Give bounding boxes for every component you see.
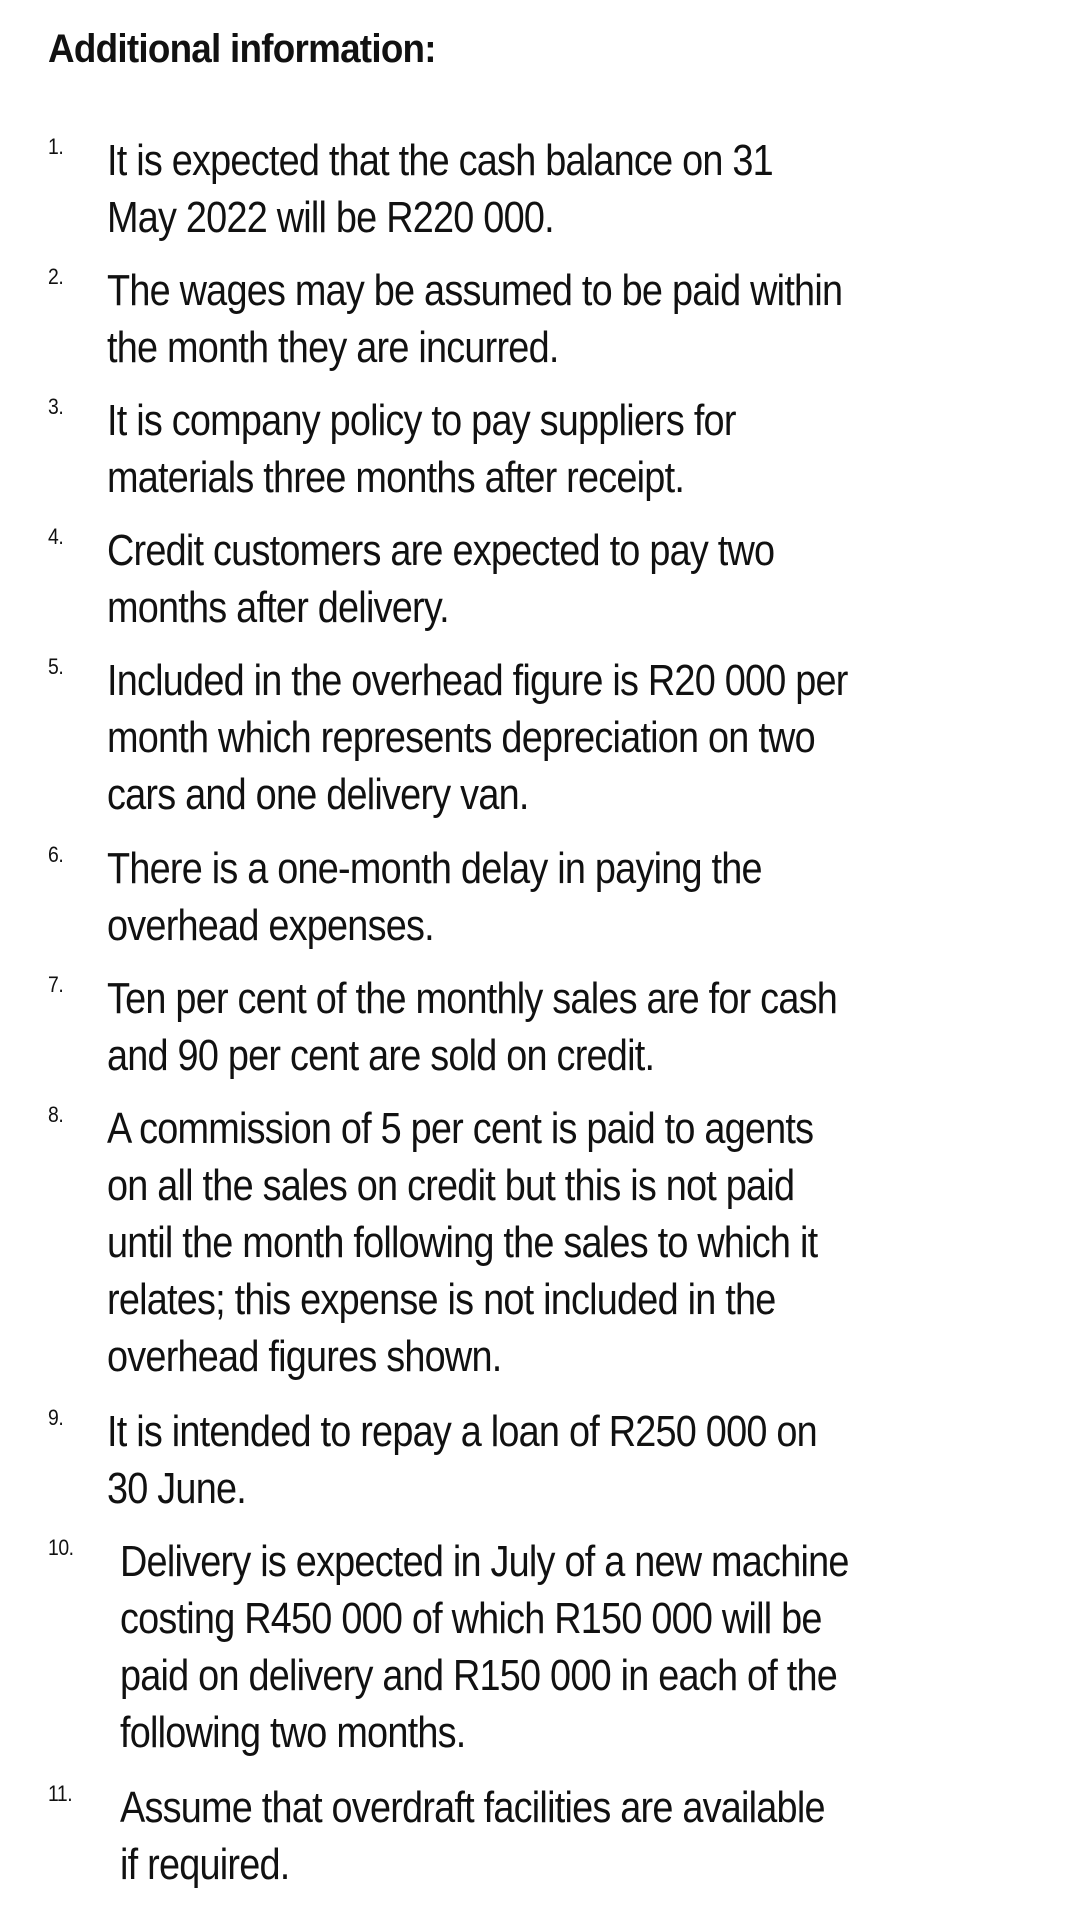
item-text: It is company policy to pay suppliers for materials three months after receipt.: [107, 396, 736, 502]
item-number: 7.: [48, 972, 64, 997]
item-text: It is expected that the cash balance on 31 May 2022 will be R220 000.: [107, 136, 773, 242]
item-number: 9.: [48, 1405, 64, 1430]
item-text: It is intended to repay a loan of R250 000 on 30 June.: [107, 1407, 817, 1513]
item-text: There is a one-month delay in paying the overhead expenses.: [107, 844, 762, 950]
item-text: A commission of 5 per cent is paid to agents on all the sales on credit but this is not paid until the month following the sales to which it relates; this expense is not included in the overhead figures shown.: [107, 1104, 818, 1381]
section-heading: Additional information:: [48, 27, 436, 71]
item-number: 3.: [48, 394, 64, 419]
item-number: 1.: [48, 134, 64, 159]
item-number: 6.: [48, 842, 64, 867]
item-text: Delivery is expected in July of a new machine costing R450 000 of which R150 000 will be paid on delivery and R150 000 in each of the following two months.: [120, 1537, 849, 1757]
item-number: 10.: [48, 1535, 74, 1560]
item-text: Credit customers are expected to pay two months after delivery.: [107, 526, 775, 632]
item-text: Included in the overhead figure is R20 000 per month which represents depreciation on two cars and one delivery van.: [107, 656, 848, 819]
item-text: The wages may be assumed to be paid within the month they are incurred.: [107, 266, 843, 372]
item-number: 2.: [48, 264, 64, 289]
item-text: Ten per cent of the monthly sales are for cash and 90 per cent are sold on credit.: [107, 974, 838, 1080]
item-number: 11.: [48, 1781, 73, 1806]
item-number: 4.: [48, 524, 64, 549]
item-number: 8.: [48, 1102, 64, 1127]
item-number: 5.: [48, 654, 64, 679]
item-text: Assume that overdraft facilities are available if required.: [120, 1783, 825, 1889]
